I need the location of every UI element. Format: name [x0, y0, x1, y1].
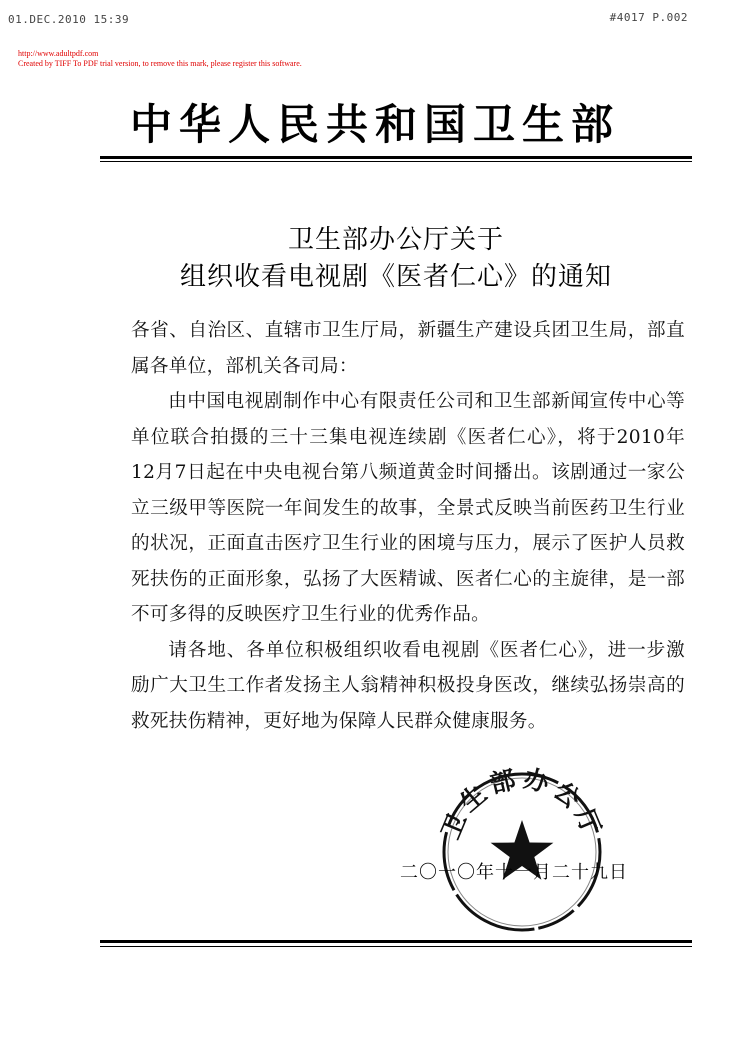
trial-watermark [18, 49, 618, 69]
trial-url: http://www.adultpdf.com [18, 49, 99, 58]
doc-title-line2: 组织收看电视剧《医者仁心》的通知 [179, 262, 612, 292]
doc-title-line1: 卫生部办公厅关于 [287, 225, 504, 255]
seal-text: 卫生部办公厅 [435, 763, 609, 844]
org-letterhead: 中华人民共和国卫生部 [129, 100, 620, 149]
fax-header [0, 8, 750, 28]
header-rule-thick [100, 156, 692, 159]
paragraph-1: 由中国电视剧制作中心有限责任公司和卫生部新闻宣传中心等单位联合拍摄的三十三集电视连续剧《医者仁心》，将于2010年12月7日起在中央电视台第八频道黄金时间播出。该剧通过一家公立三级甲等医院一年间发生的故事，全景式反映当前医药卫生行业的状况，正面直击医疗卫生行业的困境与压力，展示了医护人员救死扶伤的正面形象，弘扬了大医精诚、医者仁心的主旋律，是一部不可多得的反映医疗卫生行业的优秀作品。 [131, 391, 685, 625]
document-date: 二〇一〇年十一月二十九日 [400, 862, 628, 883]
addressee: 各省、自治区、直辖市卫生厅局，新疆生产建设兵团卫生局，部直属各单位，部机关各司局： [131, 320, 685, 377]
footer-rule-thin [100, 946, 692, 947]
fax-timestamp: 01.DEC.2010 15:39 [8, 13, 130, 26]
official-seal [432, 762, 612, 942]
footer-rule-thick [100, 940, 692, 943]
fax-page-ref: #4017 P.002 [609, 11, 688, 24]
header-rule-thin [100, 161, 692, 162]
document-body [131, 313, 685, 739]
paragraph-2: 请各地、各单位积极组织收看电视剧《医者仁心》，进一步激励广大卫生工作者发扬主人翁精神积极投身医改，继续弘扬崇高的救死扶伤精神，更好地为保障人民群众健康服务。 [131, 639, 685, 732]
trial-notice: Created by TIFF To PDF trial version, to remove this mark, please register this software. [18, 59, 302, 68]
